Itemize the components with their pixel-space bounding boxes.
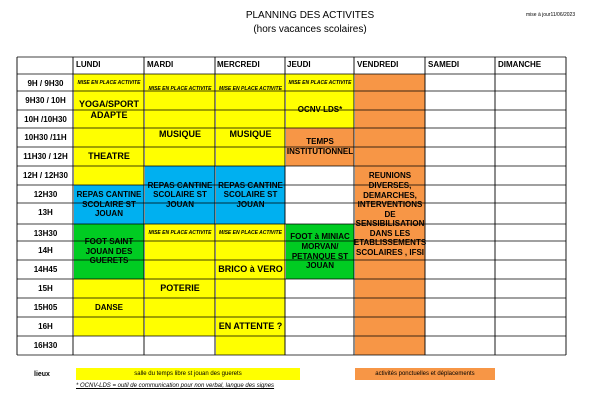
legend-label: lieux: [34, 371, 50, 378]
tuesday-mise-en-place-2: MISE EN PLACE ACTIVITE: [145, 224, 215, 241]
monday-danse: DANSE: [74, 279, 144, 336]
thursday-mise-en-place: MISE EN PLACE ACTIVITE: [286, 74, 354, 91]
friday-reunions: REUNIONS DIVERSES, DEMARCHES, INTERVENTIONS DE SENSIBILISATION DANS LES ETABLISSEMENTS SCOLAIRES , IFSI: [355, 74, 425, 355]
tuesday-repas-cantine: REPAS CANTINE SCOLAIRE ST JOUAN: [145, 166, 215, 224]
wednesday-repas-cantine: REPAS CANTINE SCOLAIRE ST JOUAN: [216, 166, 285, 224]
time-slot: 9H / 9H30: [27, 79, 64, 88]
tuesday-musique: MUSIQUE: [145, 103, 215, 166]
monday-mise-en-place: MISE EN PLACE ACTIVITE: [74, 74, 144, 91]
header-saturday: SAMEDI: [428, 60, 460, 69]
thursday-temps-institutionnel: TEMPS INSTITUTIONNEL: [286, 128, 354, 166]
header-friday: VENDREDI: [357, 60, 399, 69]
time-slot: 10H /10H30: [24, 115, 67, 124]
time-slot: 15H05: [33, 303, 58, 312]
update-date: mise à jour11/06/2023: [526, 12, 576, 18]
header-sunday: DIMANCHE: [498, 60, 542, 69]
time-slot: 12H / 12H30: [23, 171, 68, 180]
tuesday-poterie: POTERIE: [145, 241, 215, 336]
time-slot: 16H30: [33, 341, 58, 350]
tuesday-mise-en-place: MISE EN PLACE ACTIVITE: [145, 74, 215, 103]
footnote: * OCNV-LDS = outil de communication pour non verbal, langue des signes: [76, 383, 275, 389]
header-wednesday: MERCREDI: [217, 60, 260, 69]
monday-foot: FOOT SAINT JOUAN DES GUERETS: [74, 224, 144, 279]
legend-yellow: salle du temps libre st jouan des guerets: [76, 368, 300, 380]
page-title: PLANNING DES ACTIVITES: [245, 10, 375, 21]
time-slot: 12H30: [33, 190, 58, 199]
time-slot: 16H: [38, 322, 53, 331]
wednesday-mise-en-place-2: MISE EN PLACE ACTIVITE: [216, 224, 285, 241]
wednesday-en-attente: EN ATTENTE ?: [216, 298, 285, 355]
legend-orange: activités ponctuelles et déplacements: [355, 368, 495, 380]
time-slot: 14H: [38, 246, 53, 255]
time-slot: 14H45: [33, 265, 58, 274]
header-monday: LUNDI: [76, 60, 101, 69]
wednesday-musique: MUSIQUE: [216, 103, 285, 166]
monday-theatre: THEATRE: [74, 128, 144, 185]
time-slot: 11H30 / 12H: [23, 152, 68, 161]
time-slot: 9H30 / 10H: [25, 96, 66, 105]
time-slot: 10H30 /11H: [24, 133, 67, 142]
time-slot: 13H: [38, 208, 53, 217]
monday-yoga: YOGA/SPORT ADAPTE: [74, 91, 144, 128]
header-tuesday: MARDI: [147, 60, 174, 69]
thursday-ocnv: OCNV-LDS*: [286, 91, 354, 128]
time-slot: 15H: [38, 284, 53, 293]
header-thursday: JEUDI: [287, 60, 311, 69]
page-subtitle: (hors vacances scolaires): [253, 24, 367, 35]
monday-repas-cantine: REPAS CANTINE SCOLAIRE ST JOUAN: [74, 185, 144, 224]
wednesday-brico: BRICO à VERO: [216, 241, 285, 298]
time-slot: 13H30: [33, 229, 58, 238]
wednesday-mise-en-place: MISE EN PLACE ACTIVITE: [216, 74, 285, 103]
thursday-foot-petanque: FOOT à MINIAC MORVAN/ PETANQUE ST JOUAN: [286, 224, 354, 279]
